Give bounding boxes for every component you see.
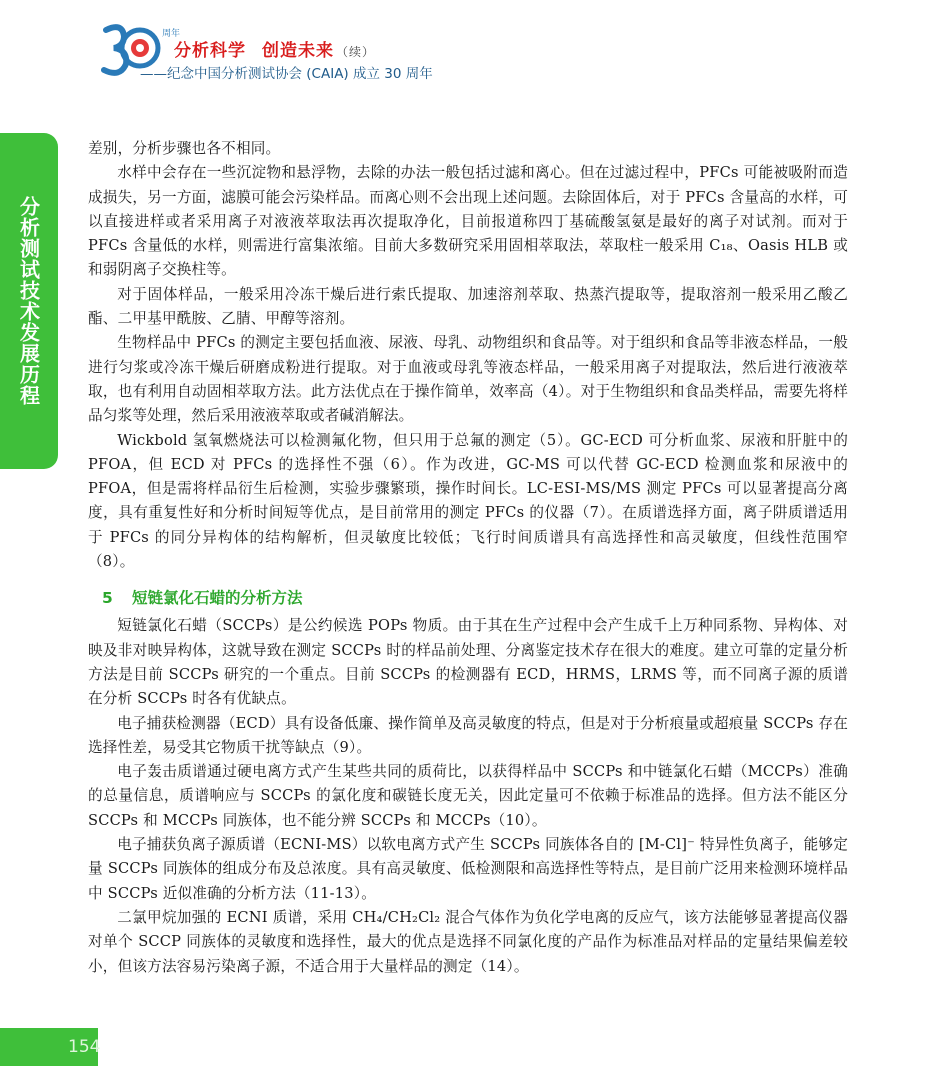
page-number: 154 xyxy=(0,1028,98,1066)
chapter-side-label: 分析测试技术发展历程 xyxy=(16,196,41,406)
slogan-part-1: 分析科学 xyxy=(174,41,246,61)
body-paragraph: 差别，分析步骤也各不相同。 xyxy=(88,140,281,157)
anniversary-mark: 周年 xyxy=(162,29,181,39)
page-header xyxy=(100,20,560,90)
body-paragraph: Wickbold 氢氧燃烧法可以检测氟化物，但只用于总氟的测定（5）。GC-ECD 可分析血浆、尿液和肝脏中的 PFOA，但 ECD 对 PFCs 的选择性不强（6）。作为改进，GC-MS 可以代替 GC-ECD 检测血浆和尿液中的 PFOA，但是需将样品衍生后检测，实验步骤繁琐，操作时间长。LC-ESI-MS/MS 测定 PFCs 可以显著提高分离度，具有重复性好和分析时间短等优点，是目前常用的测定 PFCs 的仪器（7）。在质谱选择方面，离子阱质谱适用于 PFCs 的同分异构体的结构解析，但灵敏度比较低；飞行时间质谱具有高选择性和高灵敏度，但线性范围窄（8）。 xyxy=(88,431,848,571)
article-body xyxy=(88,137,848,979)
body-paragraph: 生物样品中 PFCs 的测定主要包括血液、尿液、母乳、动物组织和食品等。对于组织和食品等非液态样品，一般进行匀浆或冷冻干燥后研磨成粉进行提取。对于血液或母乳等液态样品，一般采用离子对提取法，然后进行液液萃取，也有利用自动固相萃取方法。此方法优点在于操作简单，效率高（4）。对于生物组织和食品类样品，需要先将样品匀浆等处理，然后采用液液萃取或者碱消解法。 xyxy=(88,334,848,425)
body-paragraph: 电子捕获检测器（ECD）具有设备低廉、操作简单及高灵敏度的特点，但是对于分析痕量或超痕量 SCCPs 存在选择性差，易受其它物质干扰等缺点（9）。 xyxy=(88,714,848,756)
slogan-part-2: 创造未来 xyxy=(262,41,334,61)
chapter-side-tab xyxy=(0,133,58,469)
header-subtitle: ——纪念中国分析测试协会 (CAIA) 成立 30 周年 xyxy=(140,66,433,82)
body-paragraph: 水样中会存在一些沉淀物和悬浮物，去除的办法一般包括过滤和离心。但在过滤过程中，PFCs 可能被吸附而造成损失，另一方面，滤膜可能会污染样品。而离心则不会出现上述问题。去除固体后，对于 PFCs 含量高的水样，可以直接进样或者采用离子对液液萃取法再次提取净化，目前报道称四丁基硫酸氢氨是最好的离子对试剂。而对于 PFCs 含量低的水样，则需进行富集浓缩。目前大多数研究采用固相萃取法，萃取柱一般采用 C₁₈、Oasis HLB 或和弱阴离子交换柱等。 xyxy=(88,164,848,279)
section-title: 短链氯化石蜡的分析方法 xyxy=(132,589,303,608)
body-paragraph: 电子轰击质谱通过硬电离方式产生某些共同的质荷比，以获得样品中 SCCPs 和中链氯化石蜡（MCCPs）准确的总量信息，质谱响应与 SCCPs 的氯化度和碳链长度无关，因此定量可不依赖于标准品的选择。但方法不能区分 SCCPs 和 MCCPs 同族体，也不能分辨 SCCPs 和 MCCPs（10）。 xyxy=(88,763,848,829)
section-number: 5 xyxy=(102,589,113,608)
section-heading xyxy=(88,586,848,610)
header-slogan xyxy=(174,36,375,61)
body-paragraph: 二氯甲烷加强的 ECNI 质谱，采用 CH₄/CH₂Cl₂ 混合气体作为负化学电离的反应气，该方法能够显著提高仪器对单个 SCCP 同族体的灵敏度和选择性，最大的优点是选择不同氯化度的产品作为标准品对样品的定量结果偏差较小，但该方法容易污染离子源，不适合用于大量样品的测定（14）。 xyxy=(88,908,848,975)
slogan-continued: （续） xyxy=(336,45,376,59)
body-paragraph: 电子捕获负离子源质谱（ECNI-MS）以软电离方式产生 SCCPs 同族体各自的 [M-Cl]⁻ 特异性负离子，能够定量 SCCPs 同族体的组成分布及总浓度。具有高灵敏度、低检测限和高选择性等特点，是目前广泛用来检测环境样品中 SCCPs 近似准确的分析方法（11-13）。 xyxy=(88,836,848,902)
body-paragraph: 短链氯化石蜡（SCCPs）是公约候选 POPs 物质。由于其在生产过程中会产生成千上万种同系物、异构体、对映及非对映异构体，这就导致在测定 SCCPs 时的样品前处理、分离鉴定技术存在很大的难度。建立可靠的定量分析方法是目前 SCCPs 研究的一个重点。目前 SCCPs 的检测器有 ECD，HRMS，LRMS 等，而不同离子源的质谱在分析 SCCPs 时各有优缺点。 xyxy=(88,617,848,708)
body-paragraph: 对于固体样品，一般采用冷冻干燥后进行索氏提取、加速溶剂萃取、热蒸汽提取等，提取溶剂一般采用乙酸乙酯、二甲基甲酰胺、乙腈、甲醇等溶剂。 xyxy=(88,285,848,328)
